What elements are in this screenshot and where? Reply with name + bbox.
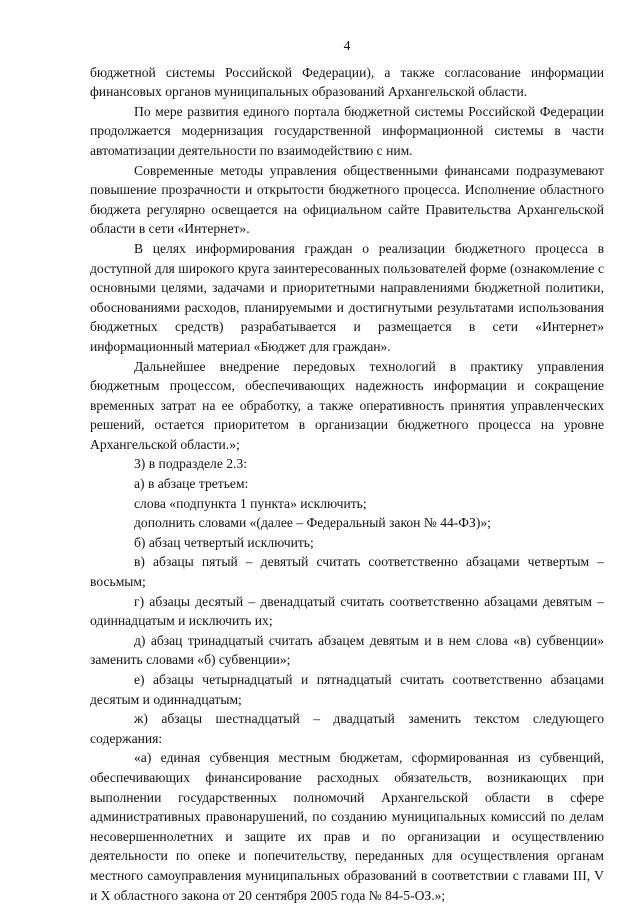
paragraph: По мере развития единого портала бюджетной системы Российской Федерации продолжается модернизация государственной информационной системы в части автоматизации деятельности по взаимодействию с ним. [90,103,604,158]
list-item: в) абзацы пятый – девятый считать соответственно абзацами четвертым – восьмым; [90,554,604,590]
paragraph: Дальнейшее внедрение передовых технологий в практику управления бюджетным процессом, обеспечивающих надежность информации и сокращение временных затрат на ее обработку, а также оперативность принятия управленческих решений, остается приоритетом в организации бюджетного процесса на уровне Архангельской области.»; [90,358,604,452]
list-item: слова «подпункта 1 пункта» исключить; [134,495,367,511]
list-item: е) абзацы четырнадцатый и пятнадцатый считать соответственно абзацами десятым и одиннадцатым; [90,672,604,707]
list-item: г) абзацы десятый – двенадцатый считать соответственно абзацами девятым – одиннадцатым и исключить их; [90,593,604,629]
paragraph: бюджетной системы Российской Федерации), а также согласование информации финансовых органов муниципальных образований Архангельской области. [90,64,604,100]
list-item: б) абзац четвертый исключить; [134,534,314,550]
list-item: д) абзац тринадцатый считать абзацем девятым и в нем слова «в) субвенции» заменить словами «б) субвенции»; [90,632,604,668]
paragraph: В целях информирования граждан о реализации бюджетного процесса в доступной для широкого круга заинтересованных пользователей форме (ознакомление с основными целями, задачами и приоритетными направлениями бюджетной политики, обоснованиями расходов, планируемыми и достигнутыми результатами использования бюджетных средств) разрабатывается и размещается в сети «Интернет» информационный материал «Бюджет для граждан». [90,240,604,354]
list-item: 3) в подразделе 2.3: [134,456,248,472]
list-item: ж) абзацы шестнадцатый – двадцатый заменить текстом следующего содержания: [90,711,604,746]
quoted-paragraph: «а) единая субвенция местным бюджетам, сформированная из субвенций, обеспечивающих финансирование расходных обязательств, возникающих при выполнении государственных полномочий Архангельской области в сфере административных правонарушений, по созданию муниципальных комиссий по делам несовершеннолетних и защите их прав и по организации и осуществлению деятельности по опеке и попечительству, переданных для осуществления органам местного самоуправления муниципальных образований в соответствии с главами III, V и X областного закона от 20 сентября 2005 года № 84-5-ОЗ.»; [90,750,604,903]
paragraph: Современные методы управления общественными финансами подразумевают повышение прозрачности и открытости бюджетного процесса. Исполнение областного бюджета регулярно освещается на официальном сайте Правительства Архангельской области в сети «Интернет». [90,162,604,237]
page-number: 4 [343,38,351,53]
list-item: а) в абзаце третьем: [134,476,249,492]
list-item: дополнить словами «(далее – Федеральный закон № 44-ФЗ)»; [134,515,491,531]
